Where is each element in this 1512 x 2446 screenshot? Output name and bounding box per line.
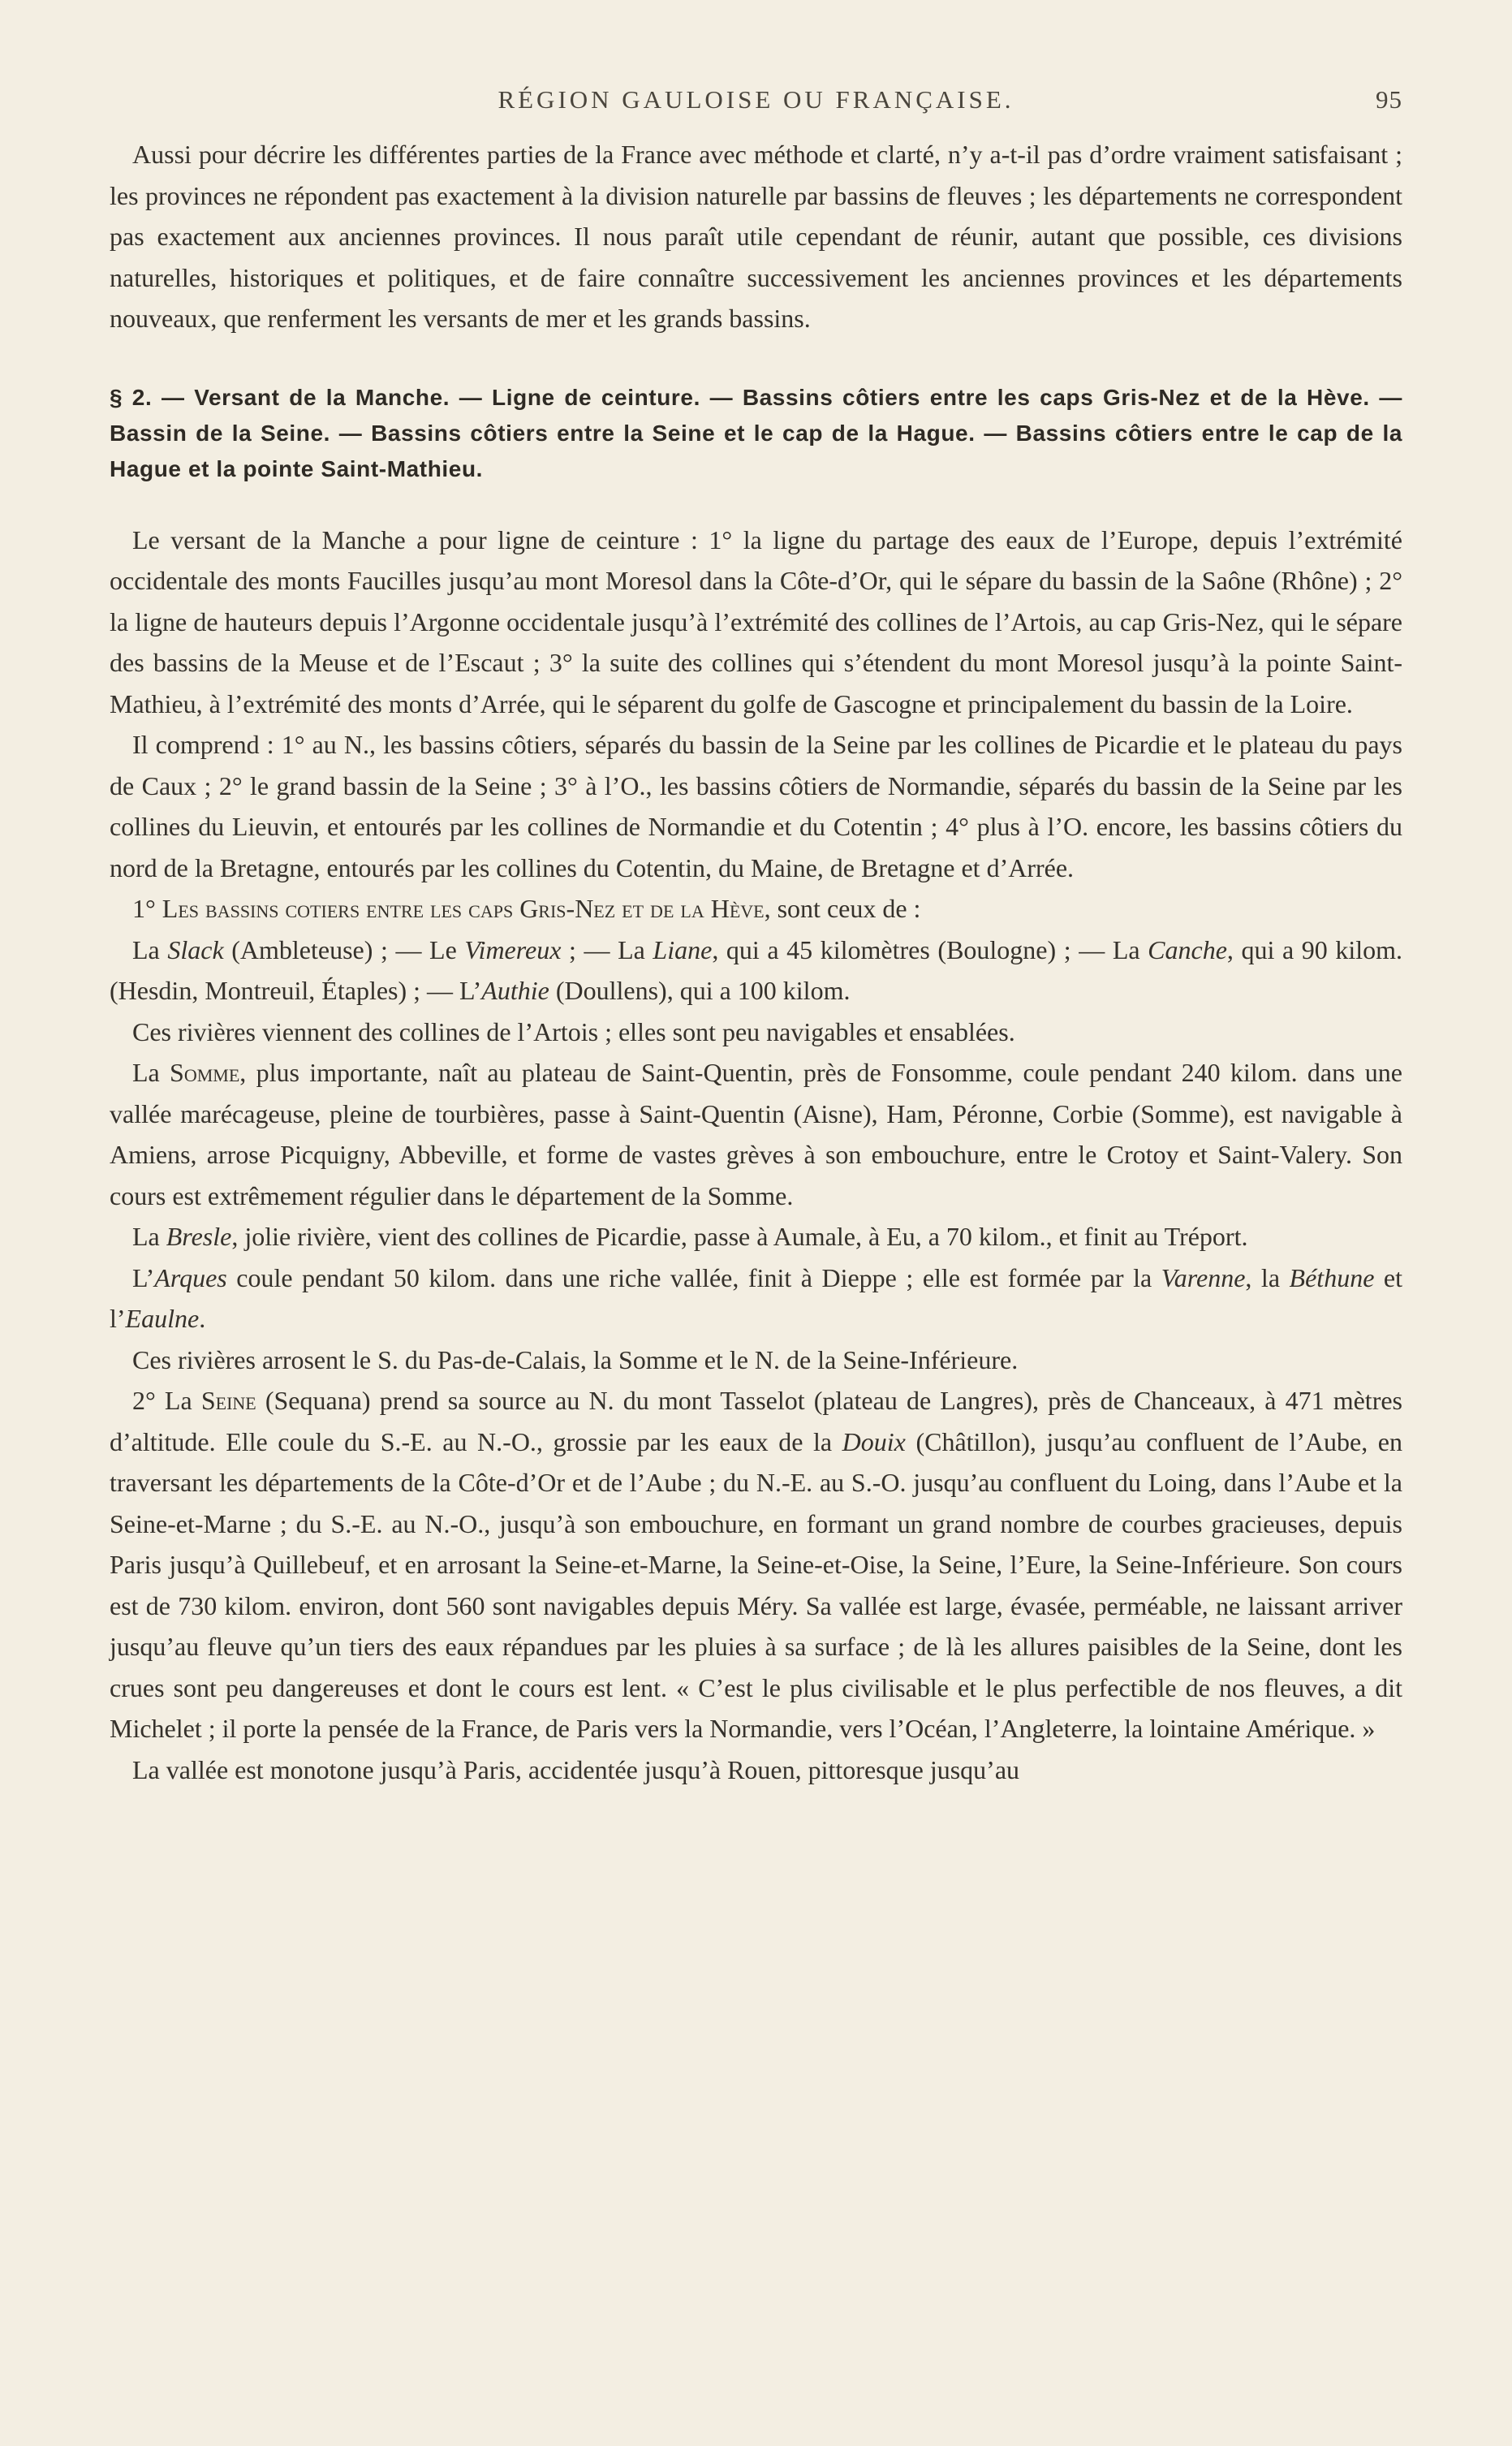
text-segment: ; — La [561, 934, 653, 964]
paragraph-coastal-rivers [110, 930, 1402, 1012]
text-segment: coule pendant 50 kilom. dans une riche vallée, finit à Dieppe ; elle est formée par la [226, 1262, 1161, 1292]
paragraph-bassins-cotiers-heading [110, 888, 1402, 930]
text-segment: et l’ [110, 1262, 1403, 1333]
text-segment: La [132, 934, 168, 964]
text-segment: , plus importante, naît au plateau de Saint-Quentin, près de Fonsomme, coule pendant 240 kilom. dans une vallée marécageuse, pleine de tourbières, passe à Saint-Quentin (Aisne), Ham, Péronne, Corbie (Somme), est navigable à Amiens, arrose Picquigny, Abbeville, et forme de vastes grèves à son embouchure, entre le Crotoy et Saint-Valery. Son cours est extrêmement régulier dans le département de la Somme. [110, 1058, 1403, 1210]
river-name-bresle: Bresle [166, 1222, 232, 1251]
numeral: 1° [132, 894, 156, 923]
paragraph-arques [110, 1258, 1402, 1339]
intro-paragraph: Aussi pour décrire les différentes parties de la France avec méthode et clarté, n’y a-t-il pas d’ordre vraiment satisfaisant ; les provinces ne répondent pas exactement à la division naturelle par bassins de fleuves ; les départements ne correspondent pas exactement aux anciennes provinces. Il nous paraît utile cependant de réunir, autant que possible, ces divisions naturelles, historiques et politiques, et de faire connaître successivement les anciennes provinces et les départements nouveaux, que renferment les versants de mer et les grands bassins. [110, 140, 1402, 333]
paragraph-vallee: La vallée est monotone jusqu’à Paris, accidentée jusqu’à Rouen, pittoresque jusqu’au [132, 1754, 1020, 1784]
running-header [110, 85, 1402, 134]
paragraph-departements: Ces rivières arrosent le S. du Pas-de-Calais, la Somme et le N. de la Seine-Inférieure. [132, 1344, 1019, 1374]
section-heading: § 2. — Versant de la Manche. — Ligne de ceinture. — Bassins côtiers entre les caps Gris-Nez et de la Hève. — Bassin de la Seine. — Bassins côtiers entre la Seine et le cap de la Hague. — Bassins côtiers entre le cap de la Hague et la pointe Saint-Mathieu. [110, 384, 1402, 481]
page-number: 95 [1376, 85, 1402, 114]
text-segment: , jolie rivière, vient des collines de Picardie, passe à Aumale, à Eu, a 70 kilom., et finit au Tréport. [231, 1222, 1248, 1251]
paragraph-bresle [110, 1216, 1402, 1258]
text-segment: (Doullens), qui a 100 kilom. [549, 976, 851, 1005]
text-segment: sont ceux de : [770, 894, 921, 923]
text-segment: L’ [132, 1262, 155, 1292]
paragraph-ligne-de-ceinture: Le versant de la Manche a pour ligne de ceinture : 1° la ligne du partage des eaux de l’Europe, depuis l’extrémité occidentale des monts Faucilles jusqu’au mont Moresol dans la Côte-d’Or, qui le sépare du bassin de la Saône (Rhône) ; 2° la ligne de hauteurs depuis l’Argonne occidentale jusqu’à l’extrémité des collines de l’Artois, au cap Gris-Nez, qui le sépare des bassins de la Meuse et de l’Escaut ; 3° la suite des collines qui s’étendent du mont Moresol jusqu’à la pointe Saint-Mathieu, à l’extrémité des monts d’Arrée, qui le séparent du golfe de Gascogne et principalement du bassin de la Loire. [110, 524, 1402, 718]
paragraph-artois-rivers: Ces rivières viennent des collines de l’Artois ; elles sont peu navigables et ensablées. [132, 1016, 1015, 1046]
river-name-seine: Seine [200, 1386, 256, 1415]
paragraph-somme [110, 1052, 1402, 1216]
river-name-slack: Slack [167, 934, 224, 964]
river-name-somme: Somme [170, 1058, 240, 1087]
river-name-eaulne: Eaulne [125, 1304, 200, 1333]
paragraph-seine [110, 1380, 1402, 1749]
river-name-authie: Authie [481, 976, 549, 1005]
river-name-liane: Liane [653, 934, 713, 964]
running-title: RÉGION GAULOISE OU FRANÇAISE. [498, 85, 1014, 114]
text-segment: La [132, 1222, 166, 1251]
text-segment: La [132, 1058, 170, 1087]
river-name-vimereux: Vimereux [464, 934, 562, 964]
text-segment: 2° La [132, 1386, 201, 1415]
small-caps-heading: Les bassins cotiers entre les caps Gris-Nez et de la Hève, [162, 894, 771, 923]
text-segment: (Ambleteuse) ; — Le [223, 934, 465, 964]
text-segment: , la [1245, 1262, 1290, 1292]
river-name-bethune: Béthune [1289, 1262, 1375, 1292]
paragraph-il-comprend: Il comprend : 1° au N., les bassins côtiers, séparés du bassin de la Seine par les collines de Picardie et le plateau du pays de Caux ; 2° le grand bassin de la Seine ; 3° à l’O., les bassins côtiers de Normandie, séparés du bassin de la Seine par les collines du Lieuvin, et entourés par les collines de Normandie et du Cotentin ; 4° plus à l’O. encore, les bassins côtiers du nord de la Bretagne, entourés par les collines du Cotentin, du Maine, de Bretagne et d’Arrée. [110, 730, 1402, 882]
river-name-arques: Arques [154, 1262, 227, 1292]
text-segment: (Châtillon), jusqu’au confluent de l’Aube, en traversant les départements de la Côte-d’Or et de l’Aube ; du N.-E. au S.-O. jusqu’au confluent du Loing, dans l’Aube et la Seine-et-Marne ; du S.-E. au N.-O., jusqu’à son embouchure, en formant un grand nombre de courbes gracieuses, depuis Paris jusqu’à Quillebeuf, et en arrosant la Seine-et-Marne, la Seine-et-Oise, la Seine, l’Eure, la Seine-Inférieure. Son cours est de 730 kilom. environ, dont 560 sont navigables depuis Méry. Sa vallée est large, évasée, perméable, ne laissant arriver jusqu’au fleuve qu’un tiers des eaux répandues par les pluies à sa surface ; de là les allures paisibles de la Seine, dont les crues sont peu dangereuses et dont le cours est lent. « C’est le plus civilisable et le plus perfectible de nos fleuves, a dit Michelet ; il porte la pensée de la France, de Paris vers la Normandie, vers l’Océan, l’Angleterre, la lointaine Amérique. » [110, 1426, 1403, 1743]
text-segment: . [199, 1304, 206, 1333]
text-segment: , qui a 45 kilomètres (Boulogne) ; — La [712, 934, 1148, 964]
river-name-douix: Douix [842, 1426, 906, 1456]
river-name-canche: Canche [1148, 934, 1227, 964]
text-segment: , qui a 90 kilom. (Hesdin, Montreuil, Étaples) ; — L’ [110, 934, 1403, 1005]
river-name-varenne: Varenne [1161, 1262, 1246, 1292]
text-segment: (Sequana) prend sa source au N. du mont Tasselot (plateau de Langres), près de Chanceaux, à 471 mètres d’altitude. Elle coule du S.-E. au N.-O., grossie par les eaux de la [110, 1386, 1403, 1456]
